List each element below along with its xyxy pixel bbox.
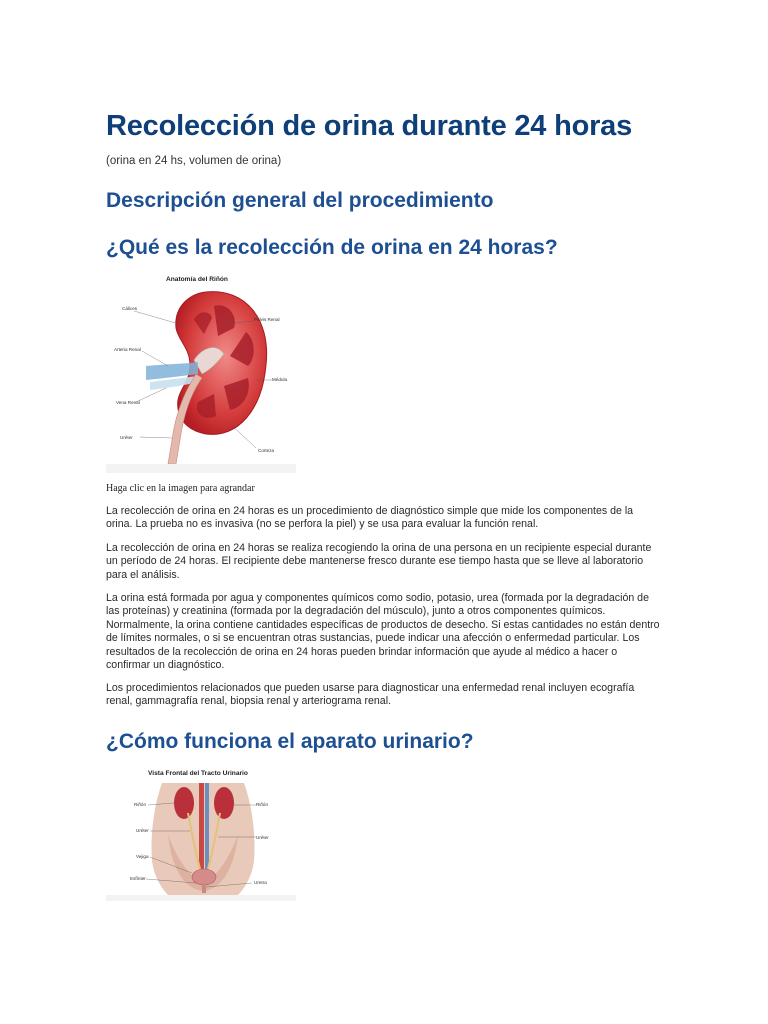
label-ureter-left: Uréter [136,828,149,833]
label-vejiga: Vejiga [136,854,149,859]
figure-caption-link[interactable]: Haga clic en la imagen para agrandar [106,483,255,494]
kidney-illustration [106,270,296,464]
section-heading-what: ¿Qué es la recolección de orina en 24 horas? [106,236,558,259]
label-ureter: Uréter [120,435,133,440]
page-title: Recolección de orina durante 24 horas [106,110,633,142]
urinary-tract-figure[interactable] [106,765,296,901]
label-corteza: Corteza [258,448,275,453]
label-pelvis-renal: Pelvis Renal [254,317,280,322]
label-arteria-renal: Arteria Renal [114,347,141,352]
kidney-anatomy-figure[interactable] [106,270,296,473]
label-calices: Cálices [122,306,138,311]
label-medula: Médula [272,377,288,382]
urinary-tract-illustration [106,765,296,895]
section-heading-how: ¿Cómo funciona el aparato urinario? [106,730,474,753]
paragraph-4: Los procedimientos relacionados que pueden usarse para diagnosticar una enfermedad renal incluyen ecografía renal, gammagrafía renal, biopsia renal y arteriograma renal. [106,682,635,708]
label-vena-renal: Vena Renal [116,400,140,405]
page-subtitle: (orina en 24 hs, volumen de orina) [106,155,282,167]
kidney-figure-title: Anatomía del Riñón [166,276,228,283]
paragraph-1: La recolección de orina en 24 horas es un procedimiento de diagnóstico simple que mide los componentes de la orina. La prueba no es invasiva (no se perfora la piel) y se usa para evaluar la función renal. [106,505,634,531]
label-rinon-left: Riñón [134,802,147,807]
paragraph-3: La orina está formada por agua y componentes químicos como sodio, potasio, urea (formada por la degradación de las proteínas) y creatinina (formada por la degradación del músculo), junto a otros componentes químicos. Normalmente, la orina contiene cantidades específicas de productos de desecho. Si estas cantidades no están dentro de límites normales, o si se encuentran otras sustancias, puede indicar una afección o enfermedad particular. Los resultados de la recolección de orina en 24 horas pueden brindar información que ayude al médico a hacer o confirmar un diagnóstico. [106,592,660,672]
section-heading-overview: Descripción general del procedimiento [106,189,494,212]
urinary-figure-title: Vista Frontal del Tracto Urinario [148,770,248,777]
label-uretra: Uretra [254,880,267,885]
label-rinon-right: Riñón [256,802,269,807]
paragraph-2: La recolección de orina en 24 horas se realiza recogiendo la orina de una persona en un recipiente especial durante un período de 24 horas. El recipiente debe mantenerse fresco durante ese tiempo hasta que se lleve al laboratorio para el análisis. [106,542,652,581]
label-ureter-right: Uréter [256,835,269,840]
label-esfinter: Esfínter [130,876,146,881]
